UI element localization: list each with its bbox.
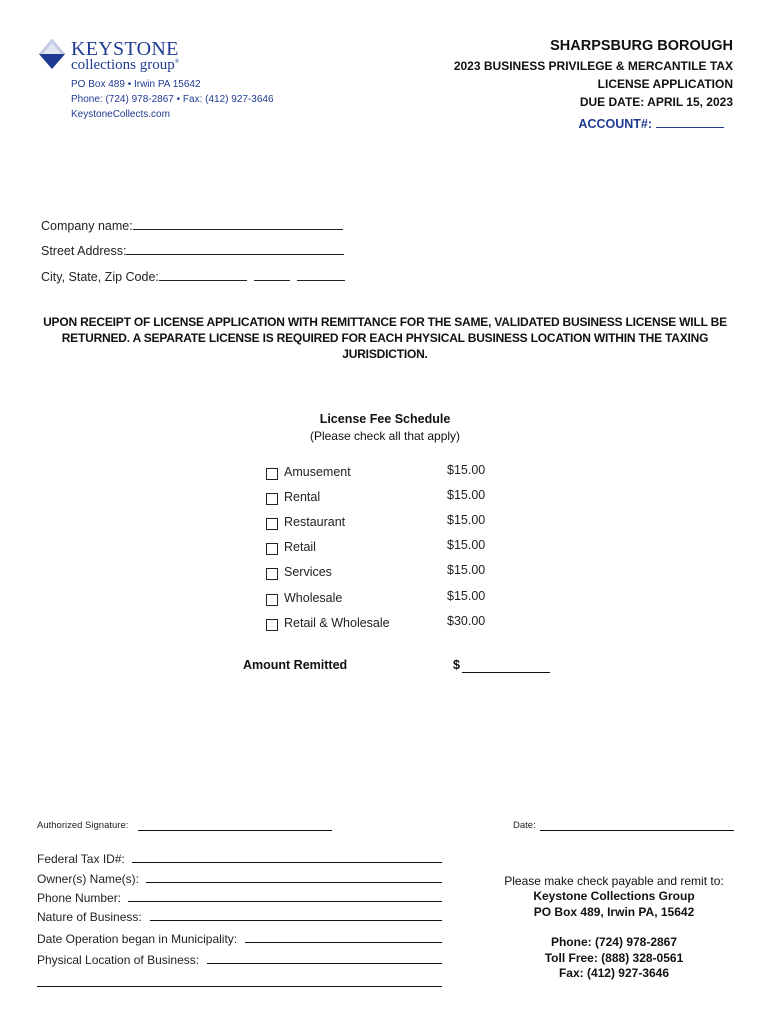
owner-names-label: Owner(s) Name(s): (37, 872, 140, 886)
fee-schedule-subtitle: (Please check all that apply) (309, 429, 461, 443)
fee-label: Retail (284, 540, 316, 554)
fee-amount: $15.00 (447, 563, 486, 577)
fee-row-restaurant (266, 515, 496, 533)
account-number-field[interactable] (578, 116, 724, 131)
fee-label: Amusement (284, 465, 351, 479)
remit-org: Keystone Collections Group (533, 889, 695, 903)
license-notice: UPON RECEIPT OF LICENSE APPLICATION WITH REMITTANCE FOR THE SAME, VALIDATED BUSINESS LICENSE WILL BE RETURNED. A SEPARATE LICENSE IS REQUIRED FOR EACH PHYSICAL BUSINESS LOCATION WITHIN THE TAXING JURISDICTION. (43, 315, 727, 361)
fee-row-retail (266, 540, 496, 558)
brand-address: PO Box 489 • Irwin PA 15642 (71, 79, 201, 90)
rental-checkbox[interactable] (266, 493, 278, 505)
company-name-field[interactable]: Company name: (41, 217, 343, 233)
fee-label: Rental (284, 490, 321, 504)
dollar-sign: $ (453, 658, 460, 672)
keystone-logo-icon (37, 37, 67, 71)
physical-location-field-line2[interactable] (37, 986, 442, 987)
date-label: Date: (513, 820, 536, 831)
remit-address: PO Box 489, Irwin PA, 15642 (533, 905, 695, 919)
brand-phone-fax: Phone: (724) 978-2867 • Fax: (412) 927-3646 (71, 94, 274, 105)
federal-tax-id-label: Federal Tax ID#: (37, 852, 125, 866)
date-field[interactable] (540, 830, 734, 831)
city-state-zip-field[interactable]: City, State, Zip Code: (41, 268, 345, 284)
physical-location-field[interactable] (207, 963, 442, 964)
fee-label: Retail & Wholesale (284, 616, 390, 630)
services-checkbox[interactable] (266, 568, 278, 580)
fee-row-wholesale (266, 591, 496, 609)
brand-website[interactable]: KeystoneCollects.com (71, 109, 170, 120)
due-date: DUE DATE: APRIL 15, 2023 (579, 95, 733, 109)
street-address-field[interactable]: Street Address: (41, 242, 344, 258)
retail-wholesale-checkbox[interactable] (266, 619, 278, 631)
fee-amount: $15.00 (447, 513, 486, 527)
date-operation-began-field[interactable] (245, 942, 442, 943)
amount-remitted-field[interactable] (462, 672, 550, 673)
fee-amount: $15.00 (447, 538, 486, 552)
owner-names-field[interactable] (146, 882, 442, 883)
fee-row-services (266, 565, 496, 583)
wholesale-checkbox[interactable] (266, 594, 278, 606)
brand-subtitle: collections group® (71, 57, 180, 73)
fee-row-amusement (266, 465, 496, 483)
fee-row-retail-wholesale (266, 616, 496, 634)
phone-number-field[interactable] (128, 901, 442, 902)
fee-amount: $15.00 (447, 589, 486, 603)
retail-checkbox[interactable] (266, 543, 278, 555)
physical-location-label: Physical Location of Business: (37, 953, 200, 967)
remit-intro: Please make check payable and remit to: (504, 874, 724, 888)
brand-name: KEYSTONE (71, 38, 179, 60)
account-label: ACCOUNT#: (578, 117, 652, 131)
phone-number-label: Phone Number: (37, 891, 122, 905)
form-title-line2: LICENSE APPLICATION (597, 77, 733, 91)
fee-amount: $30.00 (447, 614, 486, 628)
amusement-checkbox[interactable] (266, 468, 278, 480)
remit-fax: Fax: (412) 927-3646 (558, 966, 670, 980)
fee-row-rental (266, 490, 496, 508)
signature-field[interactable] (138, 830, 332, 831)
nature-of-business-label: Nature of Business: (37, 910, 142, 924)
fee-label: Wholesale (284, 591, 343, 605)
account-blank[interactable] (656, 116, 724, 128)
remit-phone: Phone: (724) 978-2867 (550, 935, 678, 949)
date-operation-began-label: Date Operation began in Municipality: (37, 932, 238, 946)
jurisdiction-title: SHARPSBURG BOROUGH (550, 38, 733, 54)
federal-tax-id-field[interactable] (132, 862, 442, 863)
restaurant-checkbox[interactable] (266, 518, 278, 530)
remit-tollfree: Toll Free: (888) 328-0561 (544, 951, 684, 965)
fee-amount: $15.00 (447, 488, 486, 502)
nature-of-business-field[interactable] (150, 920, 442, 921)
fee-label: Restaurant (284, 515, 346, 529)
fee-label: Services (284, 565, 332, 579)
signature-label: Authorized Signature: (37, 820, 129, 831)
fee-schedule-title: License Fee Schedule (319, 412, 451, 426)
form-title-line1: 2023 BUSINESS PRIVILEGE & MERCANTILE TAX (453, 59, 733, 73)
amount-remitted-label: Amount Remitted (243, 658, 348, 672)
fee-amount: $15.00 (447, 463, 486, 477)
